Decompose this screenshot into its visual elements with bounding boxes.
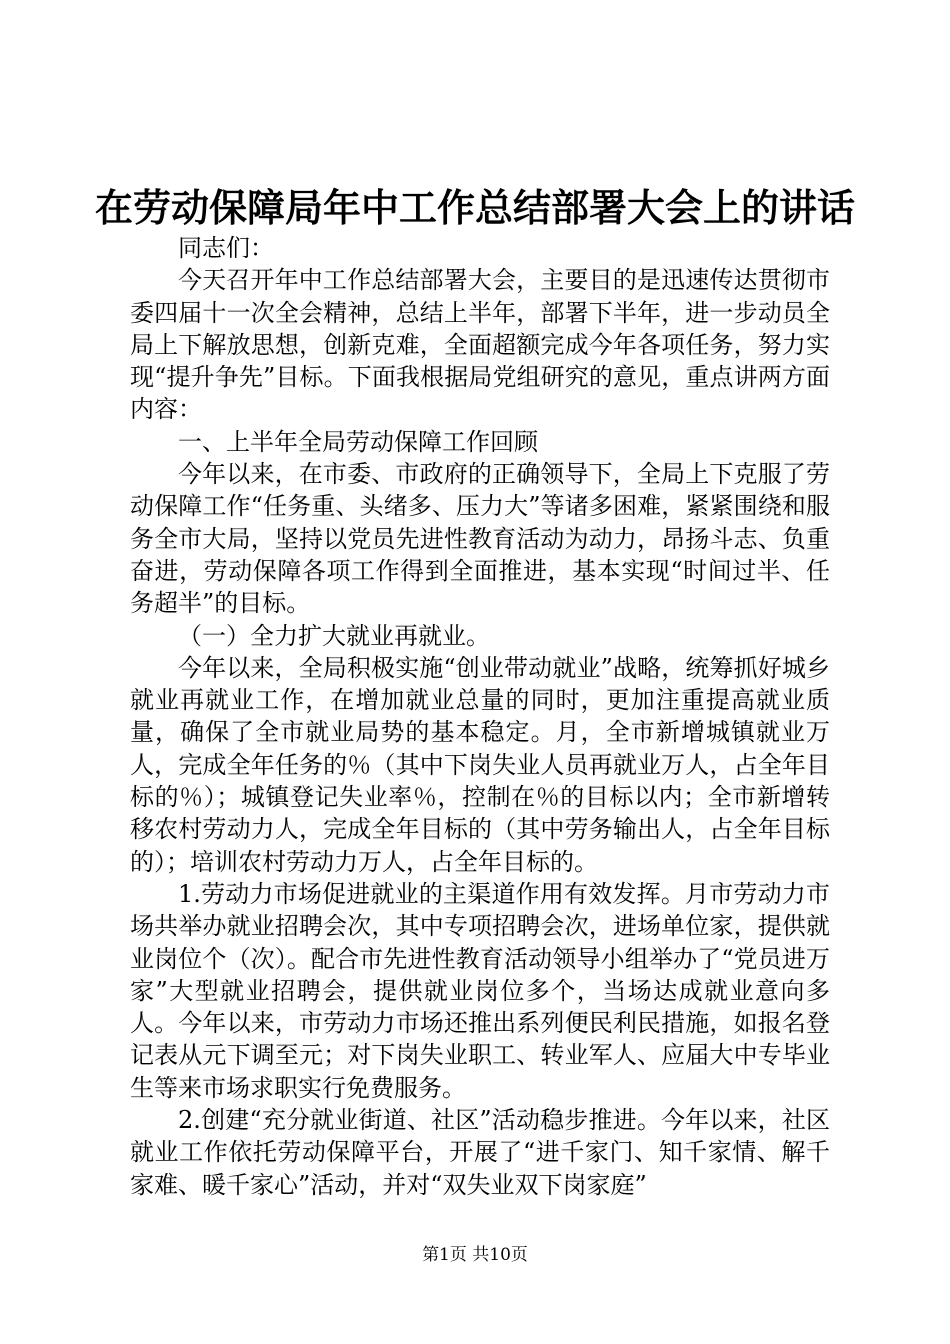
paragraph-item-2: 2.创建“充分就业街道、社区”活动稳步推进。今年以来，社区就业工作依托劳动保障平台，开展了“进千家门、知千家情、解千家难、暖千家心”活动，并对“双失业双下岗家庭” <box>130 1106 830 1199</box>
paragraph-intro: 今天召开年中工作总结部署大会，主要目的是迅速传达贯彻市委四届十一次全会精神，总结上半年，部署下半年，进一步动员全局上下解放思想，创新克难，全面超额完成今年各项任务，努力实现“提升争先”目标。下面我根据局党组研究的意见，重点讲两方面内容： <box>130 266 830 424</box>
document-title: 在劳动保障局年中工作总结部署大会上的讲话 <box>94 185 855 230</box>
subsection-heading: （一）全力扩大就业再就业。 <box>178 621 490 650</box>
paragraph-item-1: 1.劳动力市场促进就业的主渠道作用有效发挥。月市劳动力市场共举办就业招聘会次，其中专项招聘会次，进场单位家，提供就业岗位个（次）。配合市先进性教育活动领导小组举办了“党员进万家”大型就业招聘会，提供就业岗位多个，当场达成就业意向多人。今年以来，市劳动力市场还推出系列便民利民措施，如报名登记表从元下调至元；对下岗失业职工、转业军人、应届大中专毕业生等来市场求职实行免费服务。 <box>130 879 830 1102</box>
paragraph-employment: 今年以来，全局积极实施“创业带动就业”战略，统筹抓好城乡就业再就业工作，在增加就业总量的同时，更加注重提高就业质量，确保了全市就业局势的基本稳定。月，全市新增城镇就业万人，完成全年任务的％（其中下岗失业人员再就业万人，占全年目标的％）；城镇登记失业率％，控制在％的目标以内；全市新增转移农村劳动力人，完成全年目标的（其中劳务输出人，占全年目标的）；培训农村劳动力万人，占全年目标的。 <box>130 653 830 876</box>
section-heading: 一、上半年全局劳动保障工作回顾 <box>178 427 538 456</box>
paragraph-review: 今年以来，在市委、市政府的正确领导下，全局上下克服了劳动保障工作“任务重、头绪多、压力大”等诸多困难，紧紧围绕和服务全市大局，坚持以党员先进性教育活动为动力，昂扬斗志、负重奋进，劳动保障各项工作得到全面推进，基本实现“时间过半、任务超半”的目标。 <box>130 460 830 618</box>
page-footer: 第1页 共10页 <box>422 1245 528 1265</box>
document-body <box>130 232 830 1201</box>
salutation: 同志们： <box>178 234 274 262</box>
